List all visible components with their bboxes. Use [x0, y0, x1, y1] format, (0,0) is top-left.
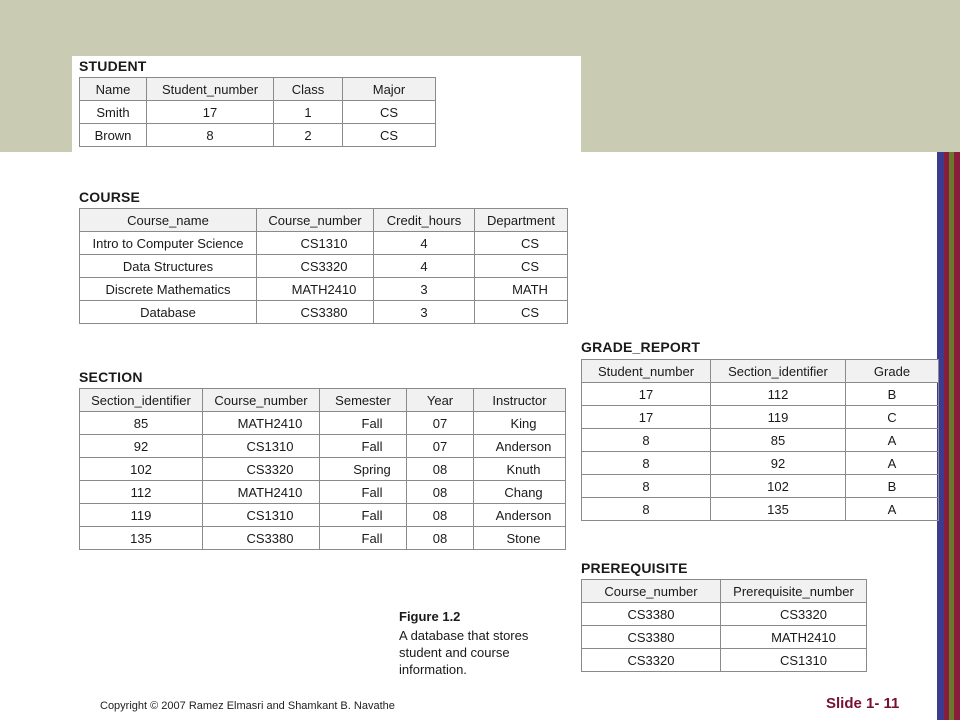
table-cell: Discrete Mathematics	[80, 278, 257, 301]
table-cell: 3	[374, 278, 475, 301]
table-cell: Brown	[80, 124, 147, 147]
column-header: Name	[80, 78, 147, 101]
column-header: Student_number	[147, 78, 274, 101]
table-cell: 4	[374, 232, 475, 255]
table-cell: CS3320	[203, 458, 320, 481]
table-cell: CS3380	[582, 626, 721, 649]
table-row	[80, 301, 568, 324]
table-cell: Intro to Computer Science	[80, 232, 257, 255]
table-cell: CS	[475, 232, 568, 255]
table-cell: King	[474, 412, 566, 435]
table-cell: Fall	[320, 435, 407, 458]
table-cell: 1	[274, 101, 343, 124]
column-header: Section_identifier	[80, 389, 203, 412]
student-table	[79, 77, 436, 147]
table-cell: 112	[80, 481, 203, 504]
table-cell: 119	[80, 504, 203, 527]
table-cell: 102	[711, 475, 846, 498]
copyright-text: Copyright © 2007 Ramez Elmasri and Shamkant B. Navathe	[100, 700, 395, 712]
table-row	[582, 406, 939, 429]
table-row	[80, 458, 566, 481]
table-cell: Stone	[474, 527, 566, 550]
slide-number: Slide 1- 11	[826, 695, 900, 712]
table-cell: 92	[711, 452, 846, 475]
table-cell: 8	[582, 475, 711, 498]
table-cell: 8	[147, 124, 274, 147]
table-cell: CS3380	[582, 603, 721, 626]
table-cell: 85	[80, 412, 203, 435]
table-cell: B	[846, 475, 939, 498]
table-cell: Spring	[320, 458, 407, 481]
column-header: Course_number	[257, 209, 374, 232]
table-cell: 8	[582, 498, 711, 521]
figure-label: Figure 1.2	[399, 609, 461, 624]
column-header: Department	[475, 209, 568, 232]
section-table-title: SECTION	[79, 369, 143, 385]
table-cell: 92	[80, 435, 203, 458]
table-cell: CS	[343, 124, 436, 147]
table-cell: Smith	[80, 101, 147, 124]
table-cell: 112	[711, 383, 846, 406]
table-cell: 17	[582, 383, 711, 406]
table-row	[80, 527, 566, 550]
table-row	[582, 649, 867, 672]
table-row	[80, 255, 568, 278]
section-table	[79, 388, 566, 550]
table-row	[582, 626, 867, 649]
column-header: Credit_hours	[374, 209, 475, 232]
table-cell: 8	[582, 452, 711, 475]
table-cell: 17	[147, 101, 274, 124]
table-cell: CS1310	[203, 435, 320, 458]
table-cell: CS3380	[257, 301, 374, 324]
column-header: Course_number	[203, 389, 320, 412]
table-cell: 119	[711, 406, 846, 429]
table-cell: CS	[343, 101, 436, 124]
table-cell: MATH2410	[257, 278, 374, 301]
table-cell: Fall	[320, 481, 407, 504]
table-row	[582, 383, 939, 406]
table-cell: 4	[374, 255, 475, 278]
table-cell: A	[846, 498, 939, 521]
table-cell: Fall	[320, 412, 407, 435]
table-cell: 102	[80, 458, 203, 481]
table-cell: Data Structures	[80, 255, 257, 278]
table-cell: B	[846, 383, 939, 406]
figure-caption: A database that stores student and course information.	[399, 628, 529, 677]
table-cell: Chang	[474, 481, 566, 504]
accent-stripe-maroon-2	[954, 152, 960, 720]
table-row	[80, 481, 566, 504]
table-cell: CS1310	[721, 649, 867, 672]
table-cell: Knuth	[474, 458, 566, 481]
table-cell: CS	[475, 301, 568, 324]
table-row	[582, 498, 939, 521]
table-cell: CS3320	[721, 603, 867, 626]
table-cell: Fall	[320, 504, 407, 527]
column-header: Year	[407, 389, 474, 412]
table-cell: C	[846, 406, 939, 429]
table-row	[80, 232, 568, 255]
column-header: Course_number	[582, 580, 721, 603]
prerequisite-table-title: PREREQUISITE	[581, 560, 688, 576]
table-cell: MATH2410	[721, 626, 867, 649]
table-cell: Anderson	[474, 504, 566, 527]
table-cell: MATH	[475, 278, 568, 301]
table-cell: 17	[582, 406, 711, 429]
column-header: Course_name	[80, 209, 257, 232]
table-row	[582, 475, 939, 498]
table-cell: 08	[407, 481, 474, 504]
table-cell: CS1310	[257, 232, 374, 255]
table-cell: 08	[407, 504, 474, 527]
table-row	[582, 452, 939, 475]
column-header: Prerequisite_number	[721, 580, 867, 603]
table-cell: MATH2410	[203, 412, 320, 435]
table-row	[80, 412, 566, 435]
table-cell: Anderson	[474, 435, 566, 458]
table-cell: CS3380	[203, 527, 320, 550]
table-cell: 85	[711, 429, 846, 452]
grade-report-table-title: GRADE_REPORT	[581, 339, 701, 355]
table-cell: 8	[582, 429, 711, 452]
table-row	[80, 124, 436, 147]
grade-report-table	[581, 359, 939, 521]
table-cell: 135	[80, 527, 203, 550]
table-row	[80, 101, 436, 124]
table-cell: 08	[407, 458, 474, 481]
prerequisite-table	[581, 579, 867, 672]
table-cell: CS1310	[203, 504, 320, 527]
course-table	[79, 208, 568, 324]
table-cell: A	[846, 452, 939, 475]
table-cell: MATH2410	[203, 481, 320, 504]
column-header: Instructor	[474, 389, 566, 412]
table-row	[80, 278, 568, 301]
table-cell: 3	[374, 301, 475, 324]
table-row	[80, 504, 566, 527]
table-cell: CS	[475, 255, 568, 278]
table-cell: A	[846, 429, 939, 452]
table-cell: 07	[407, 412, 474, 435]
table-row	[80, 435, 566, 458]
table-cell: CS3320	[582, 649, 721, 672]
table-cell: CS3320	[257, 255, 374, 278]
column-header: Section_identifier	[711, 360, 846, 383]
column-header: Grade	[846, 360, 939, 383]
table-row	[582, 429, 939, 452]
column-header: Semester	[320, 389, 407, 412]
student-table-title: STUDENT	[79, 58, 147, 74]
column-header: Student_number	[582, 360, 711, 383]
table-cell: 08	[407, 527, 474, 550]
column-header: Major	[343, 78, 436, 101]
course-table-title: COURSE	[79, 189, 141, 205]
table-cell: 07	[407, 435, 474, 458]
table-row	[582, 603, 867, 626]
table-cell: 2	[274, 124, 343, 147]
table-cell: Fall	[320, 527, 407, 550]
table-cell: Database	[80, 301, 257, 324]
table-cell: 135	[711, 498, 846, 521]
column-header: Class	[274, 78, 343, 101]
